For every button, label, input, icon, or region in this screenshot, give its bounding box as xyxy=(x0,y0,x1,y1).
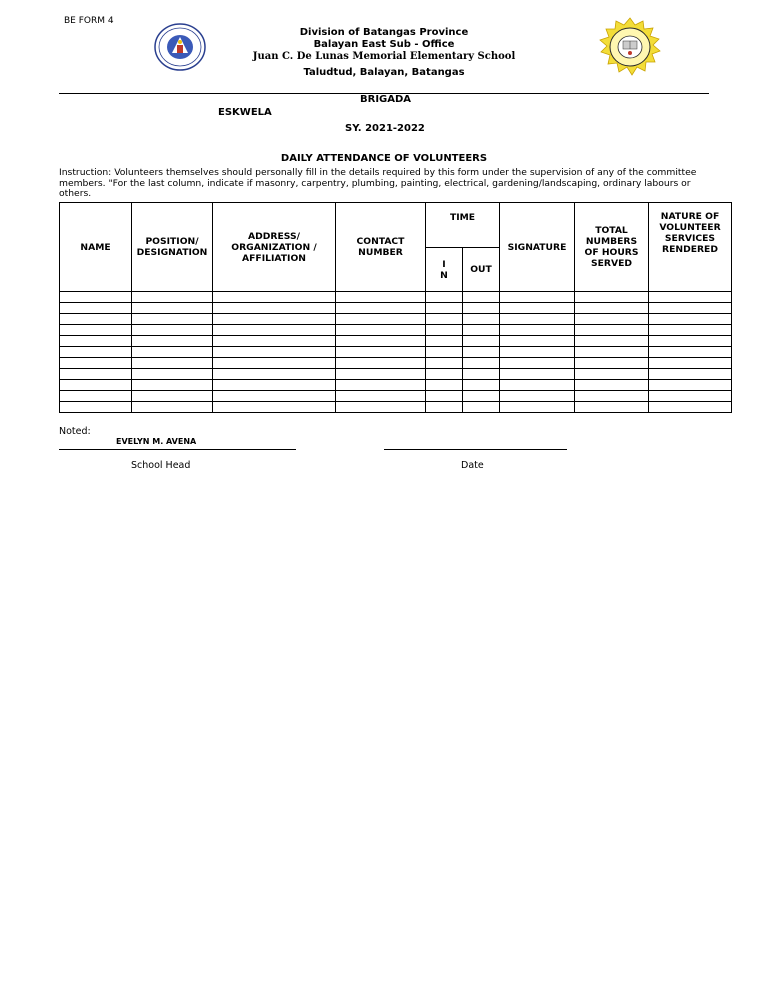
table-cell[interactable] xyxy=(336,292,426,303)
form-title: DAILY ATTENDANCE OF VOLUNTEERS xyxy=(280,153,488,164)
school-head-signature-line xyxy=(59,449,296,450)
table-cell[interactable] xyxy=(60,369,132,380)
table-cell[interactable] xyxy=(336,402,426,413)
table-cell[interactable] xyxy=(463,402,500,413)
table-cell[interactable] xyxy=(649,292,732,303)
table-cell[interactable] xyxy=(213,391,336,402)
table-cell[interactable] xyxy=(336,314,426,325)
table-cell[interactable] xyxy=(500,369,575,380)
eskwela-label: ESKWELA xyxy=(218,107,272,118)
table-cell[interactable] xyxy=(463,303,500,314)
table-cell[interactable] xyxy=(463,358,500,369)
table-row xyxy=(60,391,732,402)
table-cell[interactable] xyxy=(336,358,426,369)
table-row xyxy=(60,303,732,314)
instruction-text: Instruction: Volunteers themselves should personally fill in the details required by this form under the supervision of any of the committee members. "For the last column, indicate if masonry, carpentry, plumbing, painting, electrical, gardening/landscaping, ordinary labours or others. xyxy=(59,167,697,199)
table-row xyxy=(60,347,732,358)
table-row xyxy=(60,325,732,336)
table-cell[interactable] xyxy=(649,391,732,402)
col-header-name: NAME xyxy=(60,203,132,292)
table-cell[interactable] xyxy=(649,358,732,369)
table-cell[interactable] xyxy=(132,336,213,347)
table-cell[interactable] xyxy=(336,325,426,336)
table-cell[interactable] xyxy=(426,325,463,336)
col-header-time-in: I N xyxy=(426,248,463,292)
table-cell[interactable] xyxy=(575,325,649,336)
table-cell[interactable] xyxy=(213,303,336,314)
table-cell[interactable] xyxy=(575,358,649,369)
table-cell[interactable] xyxy=(426,380,463,391)
table-cell[interactable] xyxy=(426,369,463,380)
table-cell[interactable] xyxy=(60,347,132,358)
table-cell[interactable] xyxy=(649,402,732,413)
sub-office-name: Balayan East Sub - Office xyxy=(313,39,455,50)
table-cell[interactable] xyxy=(575,292,649,303)
col-header-address: ADDRESS/ ORGANIZATION / AFFILIATION xyxy=(213,203,336,292)
table-cell[interactable] xyxy=(60,303,132,314)
table-cell[interactable] xyxy=(426,303,463,314)
table-cell[interactable] xyxy=(426,347,463,358)
table-cell[interactable] xyxy=(426,292,463,303)
table-cell[interactable] xyxy=(500,303,575,314)
col-header-time-out: OUT xyxy=(463,248,500,292)
col-header-contact: CONTACT NUMBER xyxy=(336,203,426,292)
school-address: Taludtud, Balayan, Batangas xyxy=(303,67,465,78)
noted-label: Noted: xyxy=(59,426,91,437)
attendance-table xyxy=(59,202,732,413)
table-cell[interactable] xyxy=(132,314,213,325)
table-cell[interactable] xyxy=(60,391,132,402)
table-cell[interactable] xyxy=(132,347,213,358)
table-cell[interactable] xyxy=(213,336,336,347)
table-cell[interactable] xyxy=(213,358,336,369)
table-cell[interactable] xyxy=(649,336,732,347)
table-row xyxy=(60,314,732,325)
table-row xyxy=(60,402,732,413)
table-cell[interactable] xyxy=(500,336,575,347)
table-cell[interactable] xyxy=(213,292,336,303)
table-cell[interactable] xyxy=(213,325,336,336)
table-row xyxy=(60,380,732,391)
table-cell[interactable] xyxy=(336,303,426,314)
table-cell[interactable] xyxy=(132,358,213,369)
table-cell[interactable] xyxy=(60,325,132,336)
form-code: BE FORM 4 xyxy=(64,16,114,26)
table-cell[interactable] xyxy=(336,336,426,347)
table-cell[interactable] xyxy=(649,325,732,336)
table-row xyxy=(60,358,732,369)
table-row xyxy=(60,292,732,303)
col-header-position: POSITION/ DESIGNATION xyxy=(132,203,213,292)
table-cell[interactable] xyxy=(500,380,575,391)
table-cell[interactable] xyxy=(463,314,500,325)
table-cell[interactable] xyxy=(426,336,463,347)
table-cell[interactable] xyxy=(213,369,336,380)
table-cell[interactable] xyxy=(500,325,575,336)
table-cell[interactable] xyxy=(463,369,500,380)
table-cell[interactable] xyxy=(132,402,213,413)
school-name: Juan C. De Lunas Memorial Elementary School xyxy=(252,51,516,62)
table-cell[interactable] xyxy=(132,380,213,391)
table-cell[interactable] xyxy=(500,314,575,325)
table-cell[interactable] xyxy=(336,391,426,402)
col-header-signature: SIGNATURE xyxy=(500,203,575,292)
table-cell[interactable] xyxy=(336,369,426,380)
school-head-label: School Head xyxy=(131,460,191,471)
table-cell[interactable] xyxy=(575,336,649,347)
table-cell[interactable] xyxy=(60,314,132,325)
table-cell[interactable] xyxy=(500,347,575,358)
brigada-label: BRIGADA xyxy=(360,94,412,105)
table-cell[interactable] xyxy=(500,402,575,413)
table-cell[interactable] xyxy=(649,347,732,358)
table-cell[interactable] xyxy=(132,369,213,380)
table-cell[interactable] xyxy=(213,402,336,413)
date-line xyxy=(384,449,567,450)
table-cell[interactable] xyxy=(463,391,500,402)
col-header-nature: NATURE OF VOLUNTEER SERVICES RENDERED xyxy=(649,203,732,292)
table-cell[interactable] xyxy=(463,292,500,303)
table-cell[interactable] xyxy=(60,402,132,413)
table-cell[interactable] xyxy=(132,325,213,336)
table-cell[interactable] xyxy=(426,402,463,413)
table-cell[interactable] xyxy=(336,347,426,358)
division-name: Division of Batangas Province xyxy=(299,27,469,38)
table-cell[interactable] xyxy=(213,314,336,325)
table-cell[interactable] xyxy=(426,314,463,325)
table-cell[interactable] xyxy=(575,303,649,314)
table-cell[interactable] xyxy=(132,303,213,314)
table-cell[interactable] xyxy=(575,402,649,413)
attendance-rows xyxy=(60,292,732,413)
table-cell[interactable] xyxy=(649,369,732,380)
table-cell[interactable] xyxy=(500,358,575,369)
table-cell[interactable] xyxy=(575,369,649,380)
table-cell[interactable] xyxy=(575,380,649,391)
table-cell[interactable] xyxy=(649,303,732,314)
table-cell[interactable] xyxy=(463,380,500,391)
table-cell[interactable] xyxy=(463,336,500,347)
signer-name: EVELYN M. AVENA xyxy=(116,437,197,446)
date-label: Date xyxy=(461,460,484,471)
table-cell[interactable] xyxy=(575,314,649,325)
table-row xyxy=(60,336,732,347)
table-row xyxy=(60,369,732,380)
table-cell[interactable] xyxy=(649,314,732,325)
table-cell[interactable] xyxy=(500,292,575,303)
table-cell[interactable] xyxy=(60,336,132,347)
table-cell[interactable] xyxy=(60,380,132,391)
school-year: SY. 2021-2022 xyxy=(345,123,425,134)
table-cell[interactable] xyxy=(213,347,336,358)
table-cell[interactable] xyxy=(575,347,649,358)
table-cell[interactable] xyxy=(426,391,463,402)
table-cell[interactable] xyxy=(463,347,500,358)
table-cell[interactable] xyxy=(336,380,426,391)
table-cell[interactable] xyxy=(60,292,132,303)
table-cell[interactable] xyxy=(60,358,132,369)
table-cell[interactable] xyxy=(132,391,213,402)
table-cell[interactable] xyxy=(463,325,500,336)
table-cell[interactable] xyxy=(426,358,463,369)
table-cell[interactable] xyxy=(500,391,575,402)
col-header-time: TIME xyxy=(426,203,500,248)
table-cell[interactable] xyxy=(575,391,649,402)
table-cell[interactable] xyxy=(132,292,213,303)
col-header-total-hours: TOTAL NUMBERS OF HOURS SERVED xyxy=(575,203,649,292)
table-cell[interactable] xyxy=(213,380,336,391)
table-cell[interactable] xyxy=(649,380,732,391)
